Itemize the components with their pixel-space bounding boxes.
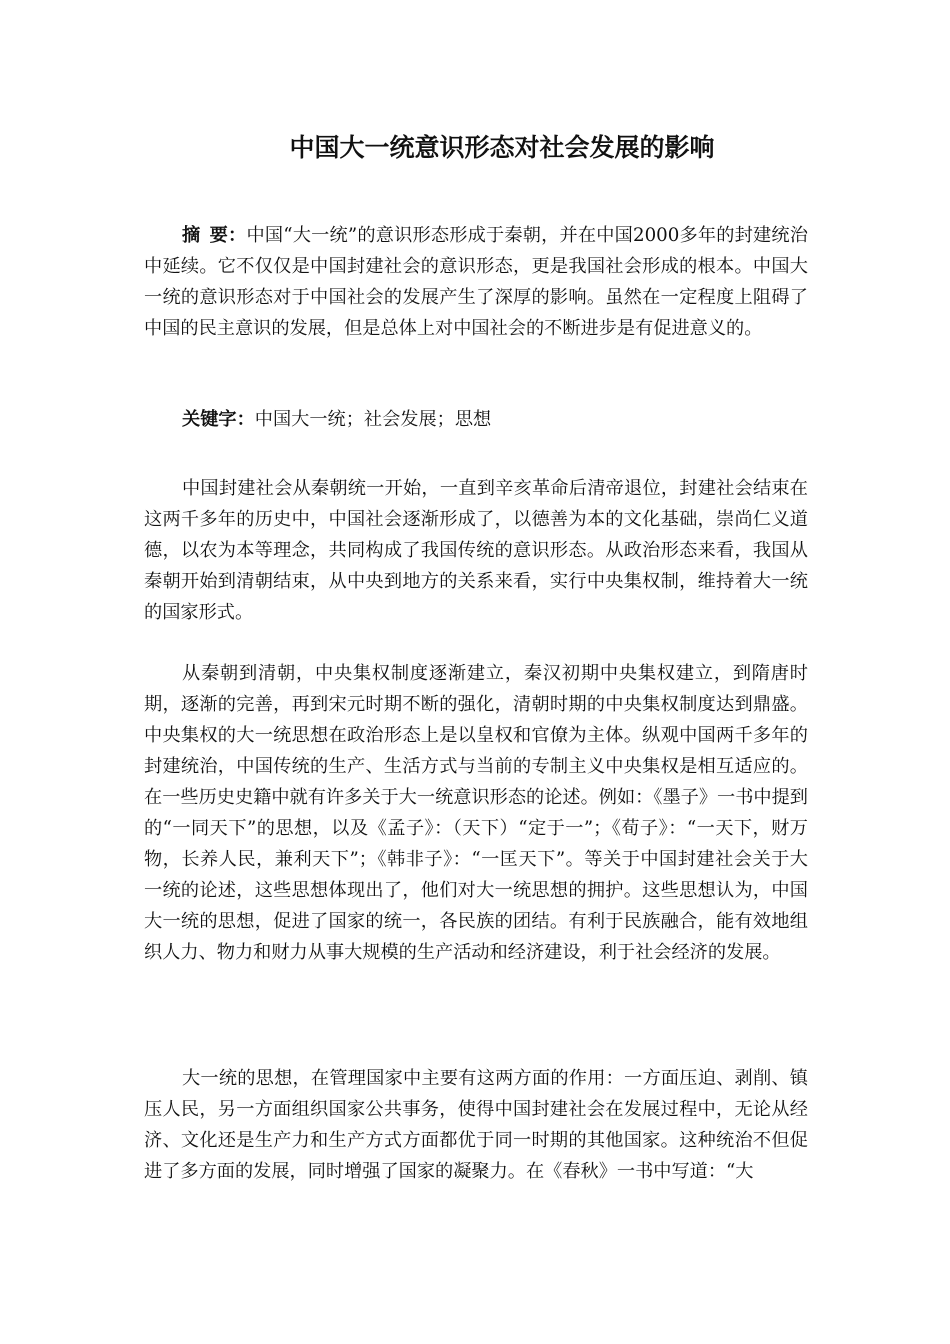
body-paragraph: 从秦朝到清朝，中央集权制度逐渐建立，秦汉初期中央集权建立，到隋唐时期，逐渐的完善，再到宋元时期不断的强化，清朝时期的中央集权制度达到鼎盛。中央集权的大一统思想在政治形态上是以皇权和官僚为主体。纵观中国两千多年的封建统治，中国传统的生产、生活方式与当前的专制主义中央集权是相互适应的。在一些历史史籍中就有许多关于大一统意识形态的论述。例如：《墨子》一书中提到的“一同天下”的思想，以及《孟子》：（天下）“定于一”；《荀子》：“一天下，财万物，长养人民，兼利天下”；《韩非子》：“一匡天下”。等关于中国封建社会关于大一统的论述，这些思想体现出了，他们对大一统思想的拥护。这些思想认为，中国大一统的思想，促进了国家的统一，各民族的团结。有利于民族融合，能有效地组织人力、物力和财力从事大规模的生产活动和经济建设，利于社会经济的发展。 [144,663,808,963]
keywords-label: 关键字： [182,409,255,430]
body-paragraph: 大一统的思想，在管理国家中主要有这两方面的作用：一方面压迫、剥削、镇压人民，另一方面组织国家公共事务，使得中国封建社会在发展过程中，无论从经济、文化还是生产力和生产方式方面都优于同一时期的其他国家。这种统治不但促进了多方面的发展，同时增强了国家的凝聚力。在《春秋》一书中写道：“大 [144,1068,808,1182]
abstract-paragraph [144,220,808,344]
body-paragraph: 中国封建社会从秦朝统一开始，一直到辛亥革命后清帝退位，封建社会结束在这两千多年的历史中，中国社会逐渐形成了，以德善为本的文化基础，崇尚仁义道德，以农为本等理念，共同构成了我国传统的意识形态。从政治形态来看，我国从秦朝开始到清朝结束，从中央到地方的关系来看，实行中央集权制，维持着大一统的国家形式。 [144,478,808,623]
document-title: 中国大一统意识形态对社会发展的影响 [289,133,715,162]
keywords-text: 中国大一统；社会发展；思想 [254,409,492,430]
keywords-line [144,404,808,435]
abstract-text: 中国“大一统”的意识形态形成于秦朝，并在中国2000多年的封建统治中延续。它不仅仅是中国封建社会的意识形态，更是我国社会形成的根本。中国大一统的意识形态对于中国社会的发展产生了深厚的影响。虽然在一定程度上阻碍了中国的民主意识的发展，但是总体上对中国社会的不断进步是有促进意义的。 [144,225,808,339]
abstract-label: 摘 要： [182,225,247,246]
